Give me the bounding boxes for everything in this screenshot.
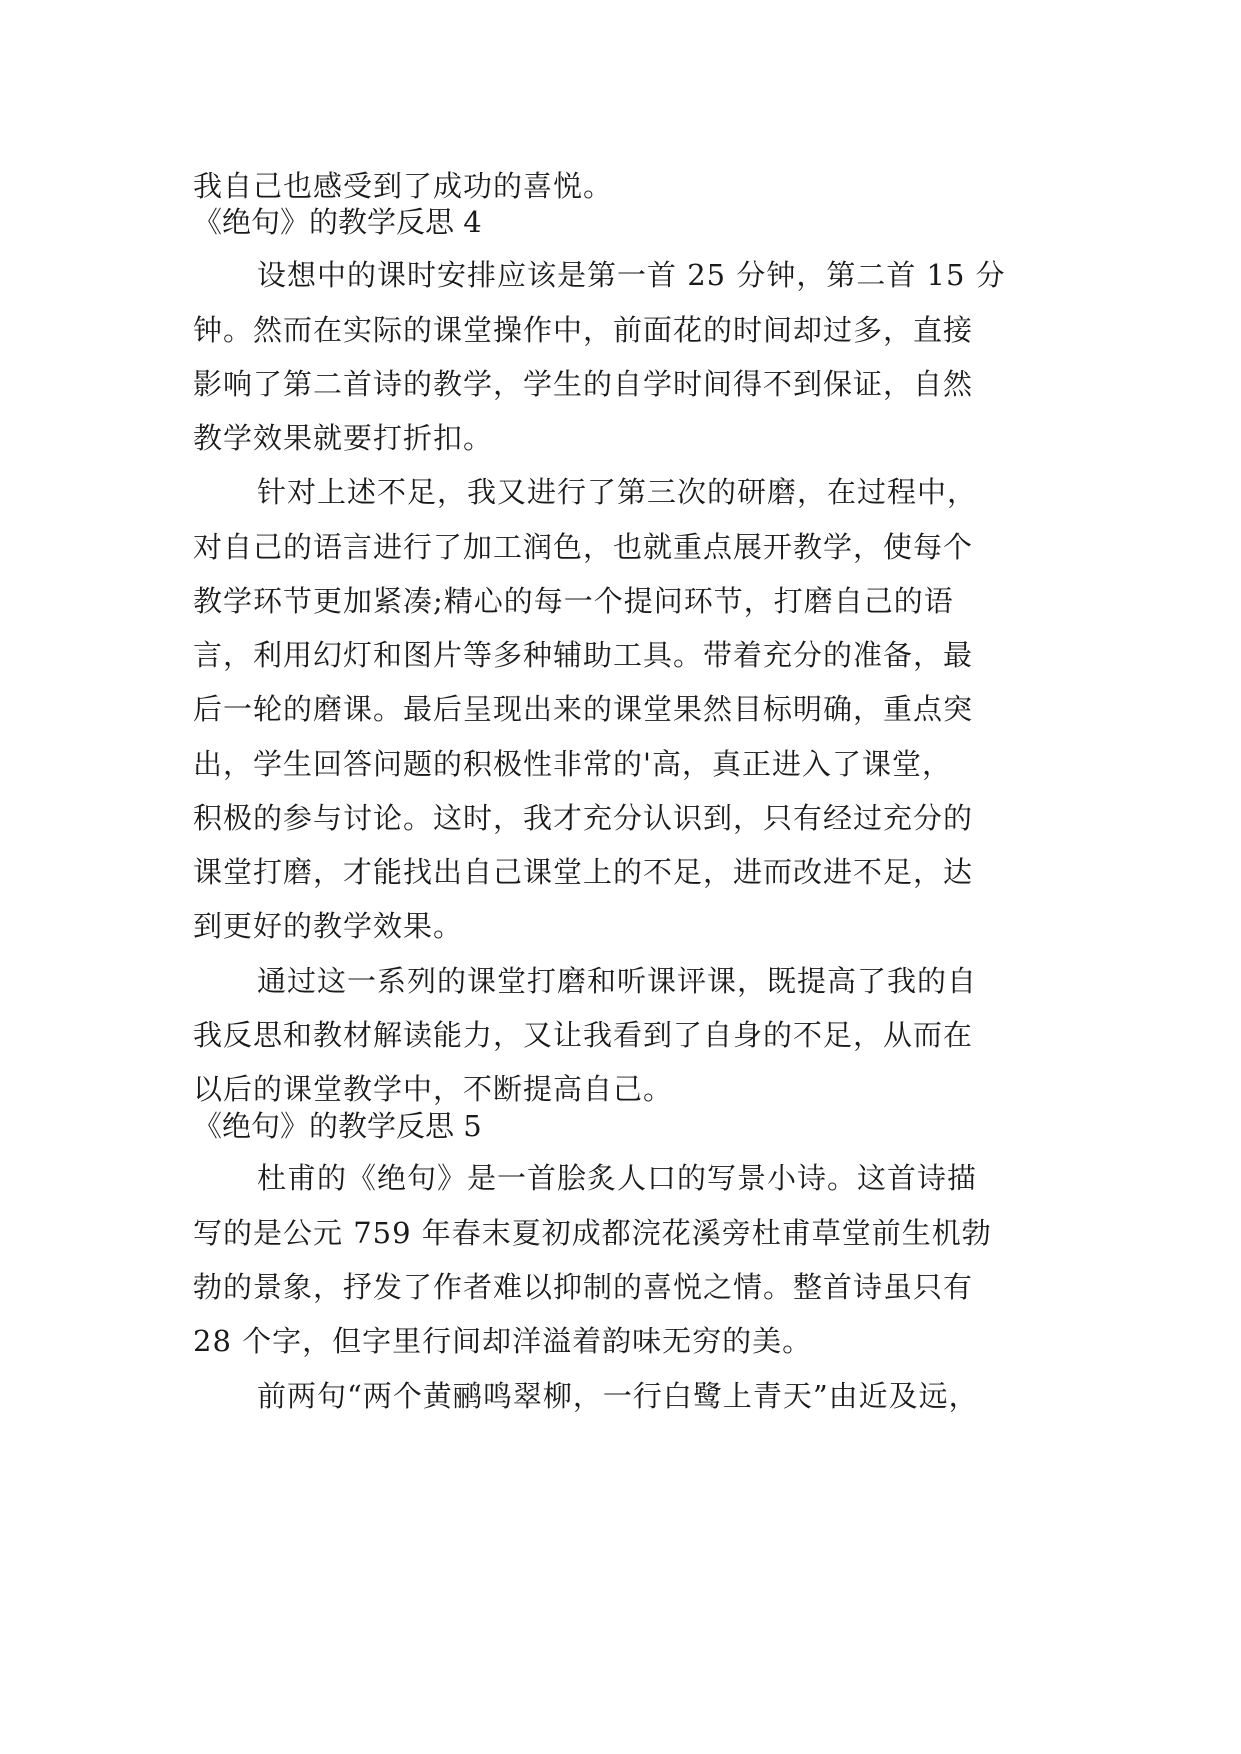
text-line: 积极的参与讨论。这时，我才充分认识到，只有经过充分的 [193, 801, 974, 835]
text-line: 对自己的语言进行了加工润色，也就重点展开教学，使每个 [193, 530, 974, 564]
text-line: 我自己也感受到了成功的喜悦。 [193, 169, 614, 203]
text-line: 钟。然而在实际的课堂操作中，前面花的时间却过多，直接 [193, 313, 974, 347]
text-line: 杜甫的《绝句》是一首脍炙人口的写景小诗。这首诗描 [257, 1161, 978, 1195]
text-line: 28 个字，但字里行间却洋溢着韵味无穷的美。 [193, 1324, 813, 1358]
text-line: 教学效果就要打折扣。 [193, 421, 494, 455]
text-line: 通过这一系列的课堂打磨和听课评课，既提高了我的自 [257, 964, 978, 998]
text-line: 勃的景象，抒发了作者难以抑制的喜悦之情。整首诗虽只有 [193, 1270, 974, 1304]
text-line: 前两句“两个黄鹂鸣翠柳，一行白鹭上青天”由近及远， [257, 1379, 979, 1413]
text-line: 设想中的课时安排应该是第一首 25 分钟，第二首 15 分 [257, 258, 1006, 292]
text-line: 后一轮的磨课。最后呈现出来的课堂果然目标明确，重点突 [193, 692, 974, 726]
section-heading-4: 《绝句》的教学反思 4 [193, 205, 482, 239]
text-line: 课堂打磨，才能找出自己课堂上的不足，进而改进不足，达 [193, 855, 974, 889]
text-line: 教学环节更加紧凑;精心的每一个提问环节，打磨自己的语 [193, 584, 954, 618]
text-line: 影响了第二首诗的教学，学生的自学时间得不到保证，自然 [193, 367, 974, 401]
text-line: 以后的课堂教学中，不断提高自己。 [193, 1072, 674, 1106]
text-line: 我反思和教材解读能力，又让我看到了自身的不足，从而在 [193, 1018, 974, 1052]
text-line: 针对上述不足，我又进行了第三次的研磨，在过程中， [257, 475, 978, 509]
text-line: 出，学生回答问题的积极性非常的'高，真正进入了课堂， [193, 747, 952, 781]
text-line: 写的是公元 759 年春末夏初成都浣花溪旁杜甫草堂前生机勃 [193, 1216, 992, 1250]
section-heading-5: 《绝句》的教学反思 5 [193, 1109, 482, 1143]
text-line: 到更好的教学效果。 [193, 909, 464, 943]
text-line: 言，利用幻灯和图片等多种辅助工具。带着充分的准备，最 [193, 638, 974, 672]
